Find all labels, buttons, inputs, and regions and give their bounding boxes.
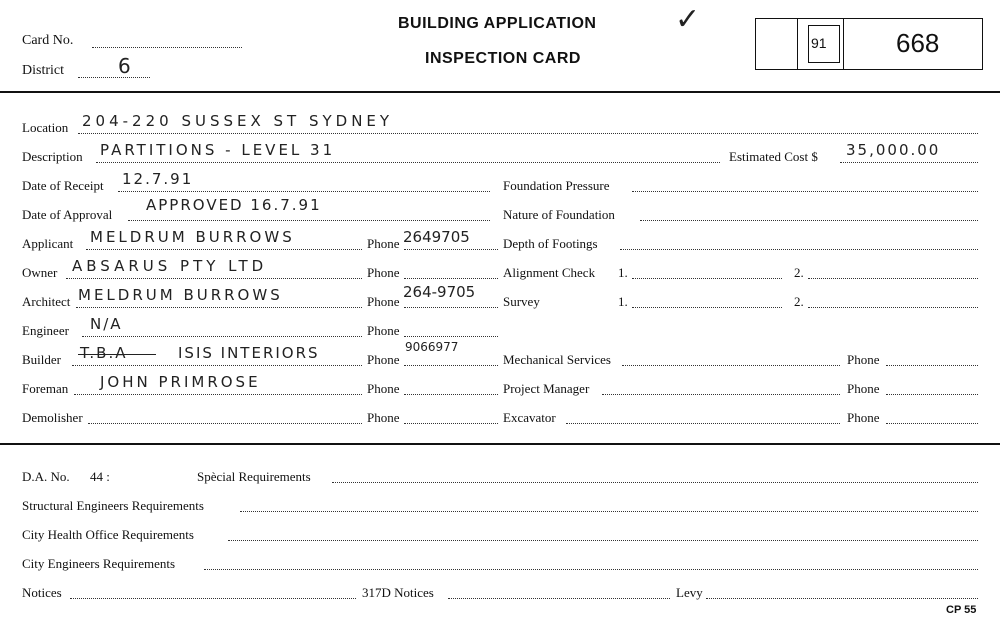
demolisher-phone-field[interactable] [404,423,498,424]
survey-item2-label: 2. [794,294,804,309]
structural-engineers-label: Structural Engineers Requirements [22,498,204,513]
notices-317d-label: 317D Notices [362,585,434,600]
survey-item2-field[interactable] [808,307,978,308]
card-no-label: Card No. [22,33,74,48]
project-manager-field[interactable] [602,394,840,395]
builder-phone-value: 9066977 [405,340,459,354]
project-manager-phone-field[interactable] [886,394,978,395]
owner-value: ABSARUS PTY LTD [72,257,268,275]
owner-phone-label: Phone [367,265,400,280]
survey-item1-label: 1. [618,294,628,309]
location-label: Location [22,120,69,135]
description-label: Description [22,149,83,164]
architect-phone-field[interactable] [404,307,498,308]
foreman-value: JOHN PRIMROSE [100,373,261,391]
date-of-approval-field[interactable] [128,220,490,221]
builder-phone-field[interactable] [404,365,498,366]
alignment-check-item1-field[interactable] [632,278,782,279]
builder-phone-label: Phone [367,352,400,367]
special-requirements-field[interactable] [332,482,978,483]
architect-phone-value: 264-9705 [403,283,476,301]
nature-of-foundation-field[interactable] [640,220,978,221]
form-code: CP 55 [946,604,977,616]
foreman-field[interactable] [74,394,362,395]
description-field[interactable] [96,162,720,163]
notices-317d-field[interactable] [448,598,670,599]
section-divider [0,443,1000,445]
applicant-phone-field[interactable] [404,249,498,250]
builder-strikethrough [78,354,156,355]
date-of-receipt-field[interactable] [118,191,490,192]
estimated-cost-value: 35,000.00 [846,141,941,159]
alignment-check-item1-label: 1. [618,265,628,280]
excavator-field[interactable] [566,423,840,424]
city-engineers-field[interactable] [204,569,978,570]
levy-label: Levy [676,585,703,600]
date-of-approval-value: APPROVED 16.7.91 [146,196,322,214]
depth-of-footings-field[interactable] [620,249,978,250]
excavator-phone-label: Phone [847,410,880,425]
foreman-phone-label: Phone [367,381,400,396]
foreman-phone-field[interactable] [404,394,498,395]
builder-struck-value: T.B.A [80,344,128,362]
architect-phone-label: Phone [367,294,400,309]
mechanical-services-phone-label: Phone [847,352,880,367]
applicant-field[interactable] [86,249,362,250]
owner-field[interactable] [66,278,362,279]
notices-label: Notices [22,585,62,600]
card-number-boxes [755,18,983,70]
demolisher-label: Demolisher [22,410,83,425]
header-divider [0,91,1000,93]
engineer-label: Engineer [22,323,69,338]
box-right-value: 668 [896,28,940,58]
date-of-approval-label: Date of Approval [22,207,113,222]
survey-item1-field[interactable] [632,307,782,308]
alignment-check-item2-label: 2. [794,265,804,280]
mechanical-services-label: Mechanical Services [503,352,611,367]
special-requirements-label: Spècial Requirements [197,469,311,484]
applicant-phone-label: Phone [367,236,400,251]
location-value: 204-220 SUSSEX ST SYDNEY [82,112,394,130]
engineer-value: N/A [90,315,123,333]
date-of-receipt-value: 12.7.91 [122,170,194,188]
foundation-pressure-label: Foundation Pressure [503,178,610,193]
check-mark: ✓ [675,2,701,37]
builder-field[interactable] [72,365,362,366]
description-value: PARTITIONS - LEVEL 31 [100,141,336,159]
alignment-check-item2-field[interactable] [808,278,978,279]
estimated-cost-label: Estimated Cost $ [729,149,818,164]
foundation-pressure-field[interactable] [632,191,978,192]
project-manager-phone-label: Phone [847,381,880,396]
mechanical-services-field[interactable] [622,365,840,366]
estimated-cost-field[interactable] [840,162,978,163]
engineer-phone-label: Phone [367,323,400,338]
city-health-label: City Health Office Requirements [22,527,194,542]
city-engineers-label: City Engineers Requirements [22,556,176,571]
survey-label: Survey [503,294,540,309]
nature-of-foundation-label: Nature of Foundation [503,207,615,222]
da-no-value: 44 : [90,469,110,484]
card-no-field[interactable] [92,47,242,48]
builder-label: Builder [22,352,61,367]
levy-field[interactable] [706,598,978,599]
project-manager-label: Project Manager [503,381,590,396]
structural-engineers-field[interactable] [240,511,978,512]
applicant-phone-value: 2649705 [403,228,470,246]
excavator-label: Excavator [503,410,556,425]
architect-field[interactable] [76,307,362,308]
applicant-value: MELDRUM BURROWS [90,228,295,246]
location-field[interactable] [78,133,978,134]
builder-value: ISIS INTERIORS [178,344,320,362]
engineer-phone-field[interactable] [404,336,498,337]
district-label: District [22,63,64,78]
mechanical-services-phone-field[interactable] [886,365,978,366]
architect-value: MELDRUM BURROWS [78,286,283,304]
da-no-label: D.A. No. [22,469,70,484]
excavator-phone-field[interactable] [886,423,978,424]
engineer-field[interactable] [82,336,362,337]
depth-of-footings-label: Depth of Footings [503,236,598,251]
form-title-line1: BUILDING APPLICATION [398,15,597,32]
applicant-label: Applicant [22,236,74,251]
district-field[interactable] [78,77,150,78]
alignment-check-label: Alignment Check [503,265,596,280]
architect-label: Architect [22,294,71,309]
date-of-receipt-label: Date of Receipt [22,178,104,193]
form-title-line2: INSPECTION CARD [425,50,581,67]
demolisher-phone-label: Phone [367,410,400,425]
owner-phone-field[interactable] [404,278,498,279]
owner-label: Owner [22,265,58,280]
box-left-value: 91 [811,35,827,51]
foreman-label: Foreman [22,381,69,396]
notices-field[interactable] [70,598,356,599]
district-value: 6 [118,54,133,78]
demolisher-field[interactable] [88,423,362,424]
city-health-field[interactable] [228,540,978,541]
